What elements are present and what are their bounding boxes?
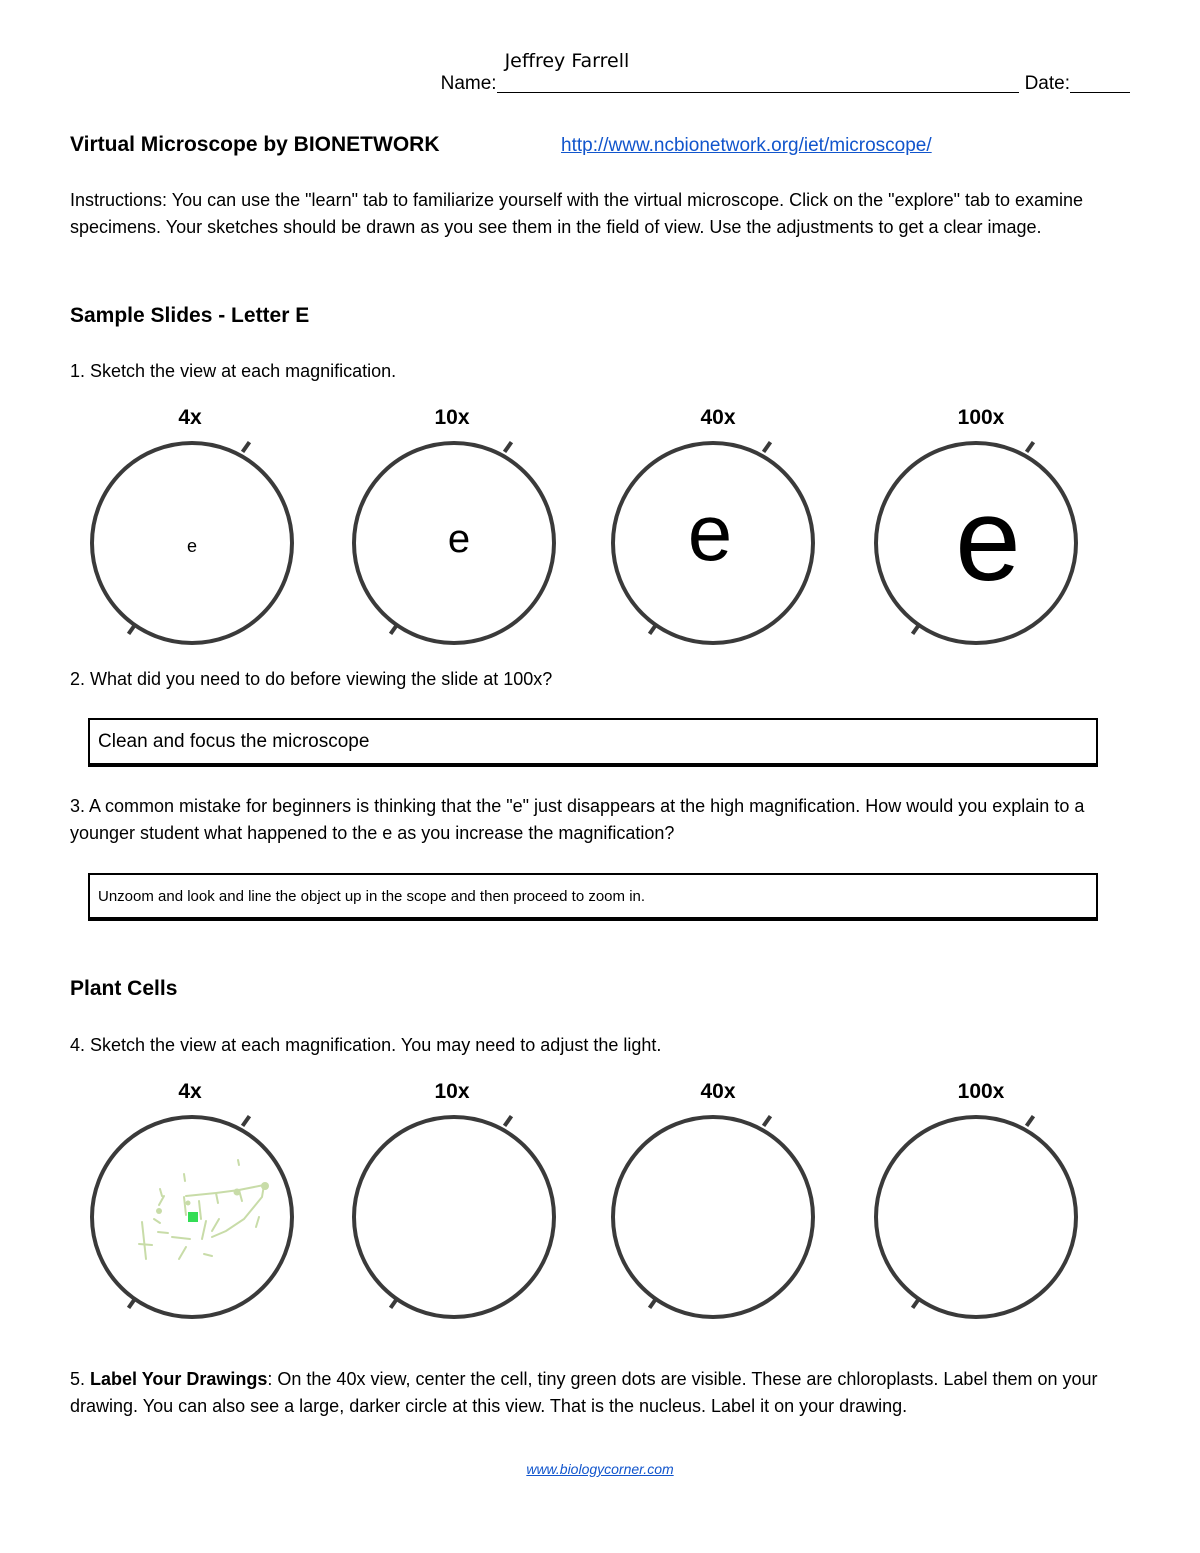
nucleus-mark xyxy=(188,1212,198,1222)
name-date-row xyxy=(0,50,1130,95)
sketch-letter-e: e xyxy=(687,488,733,577)
scope-tick-mark xyxy=(762,441,772,453)
field-of-view-10x[interactable] xyxy=(352,441,556,645)
field-of-view-4x[interactable] xyxy=(90,441,294,645)
scope-tick-mark xyxy=(389,1297,399,1309)
question-4: 4. Sketch the view at each magnification. You may need to adjust the light. xyxy=(70,1035,662,1055)
answer-3: Unzoom and look and line the object up in the scope and then proceed to zoom in. xyxy=(98,888,646,905)
scope-tick-mark xyxy=(911,623,921,635)
scope-tick-mark xyxy=(648,623,658,635)
scope-tick-mark xyxy=(503,441,513,453)
scope-tick-mark xyxy=(389,623,399,635)
mag-label-100x: 100x xyxy=(957,1080,1005,1103)
date-label: Date: xyxy=(1024,73,1070,94)
answer-2: Clean and focus the microscope xyxy=(98,731,370,752)
field-of-view-40x[interactable] xyxy=(611,441,815,645)
footer-link[interactable]: www.biologycorner.com xyxy=(526,1461,674,1477)
name-label: Name: xyxy=(440,73,497,94)
name-value: Jeffrey Farrell xyxy=(504,50,630,72)
mag-label-40x: 40x xyxy=(700,406,736,429)
microscope-link[interactable]: http://www.ncbionetwork.org/iet/microscope/ xyxy=(561,135,932,156)
scope-tick-mark xyxy=(127,623,137,635)
scope-tick-mark xyxy=(648,1297,658,1309)
question-3: 3. A common mistake for beginners is thinking that the "e" just disappears at the high magnification. How would you explain to a younger student what happened to the e as you increase the magnification? xyxy=(70,796,1085,843)
scope-tick-mark xyxy=(503,1115,513,1127)
plant-field-of-view-100x[interactable] xyxy=(874,1115,1078,1319)
question-1: 1. Sketch the view at each magnification. xyxy=(70,361,397,381)
scope-tick-mark xyxy=(1025,1115,1035,1127)
mag-label-4x: 4x xyxy=(178,1080,202,1103)
mag-label-10x: 10x xyxy=(434,1080,470,1103)
scope-tick-mark xyxy=(241,441,251,453)
question-5-number: 5. xyxy=(70,1369,91,1389)
date-field[interactable] xyxy=(1070,72,1130,93)
answer-box-2[interactable] xyxy=(88,718,1098,765)
question-5 xyxy=(70,1366,1140,1420)
page-title: Virtual Microscope by BIONETWORK xyxy=(70,133,440,156)
question-5-title: Label Your Drawings xyxy=(90,1369,268,1389)
question-2: 2. What did you need to do before viewing the slide at 100x? xyxy=(70,669,553,689)
plant-cell-sketch xyxy=(94,1119,290,1315)
question-5-text: : On the 40x view, center the cell, tiny green dots are visible. These are chloroplasts. Label them on your drawing. You can also see a large, darker circle at this view. That is the nucleus. Label it on your drawing. xyxy=(70,1369,1098,1416)
plant-field-of-view-40x[interactable] xyxy=(611,1115,815,1319)
footer xyxy=(0,1461,1200,1477)
instructions: Instructions: You can use the "learn" tab to familiarize yourself with the virtual microscope. Click on the "explore" tab to examine specimens. Your sketches should be drawn as you see them in the field of view. Use the adjustments to get a clear image. xyxy=(70,190,1084,237)
field-of-view-100x[interactable] xyxy=(874,441,1078,645)
mag-label-100x: 100x xyxy=(957,406,1005,429)
plant-field-of-view-10x[interactable] xyxy=(352,1115,556,1319)
name-field[interactable] xyxy=(497,50,1019,93)
sketch-letter-e: e xyxy=(447,517,471,561)
answer-box-3[interactable] xyxy=(88,873,1098,919)
mag-label-4x: 4x xyxy=(178,406,202,429)
plant-field-of-view-4x[interactable] xyxy=(90,1115,294,1319)
sketch-letter-e: e xyxy=(186,536,197,556)
scope-tick-mark xyxy=(1025,441,1035,453)
scope-tick-mark xyxy=(762,1115,772,1127)
mag-label-10x: 10x xyxy=(434,406,470,429)
scope-tick-mark xyxy=(911,1297,921,1309)
mag-label-40x: 40x xyxy=(700,1080,736,1103)
section-heading-letter-e: Sample Slides - Letter E xyxy=(70,304,310,327)
section-heading-plant-cells: Plant Cells xyxy=(70,977,178,1000)
sketch-letter-e: e xyxy=(955,474,1021,606)
